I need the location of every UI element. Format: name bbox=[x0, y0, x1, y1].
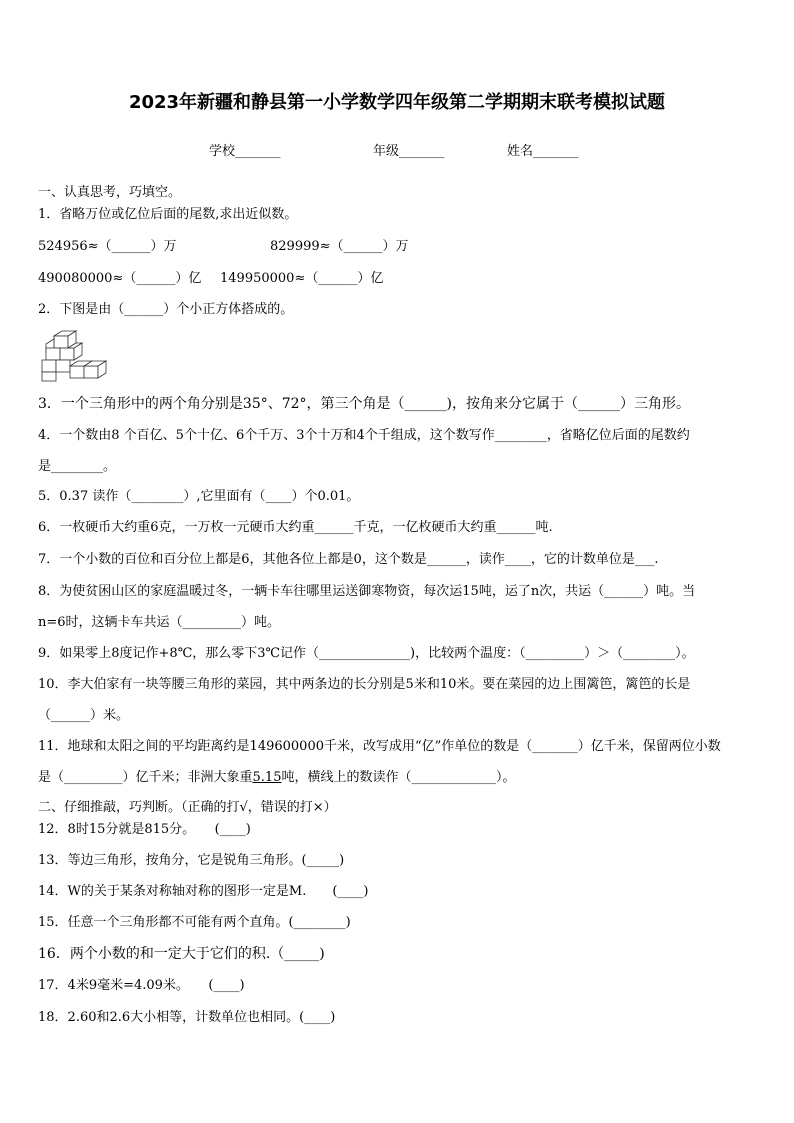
question-4-line-1: 4．一个数由8 个百亿、5个十亿、6个千万、3个十万和4个千组成，这个数写作________，省略亿位后面的尾数约 bbox=[38, 428, 690, 443]
question-1-c: 490080000≈（______）亿 bbox=[38, 271, 202, 286]
question-7: 7．一个小数的百位和百分位上都是6，其他各位上都是0，这个数是______，读作____，它的计数单位是___. bbox=[38, 552, 659, 567]
question-10-line-2: （______）米。 bbox=[38, 708, 130, 723]
page-title: 2023年新疆和静县第一小学数学四年级第二学期期末联考模拟试题 bbox=[128, 92, 666, 113]
question-17: 17．4米9毫米=4.09米。 (____) bbox=[38, 978, 245, 993]
question-11-line-1: 11．地球和太阳之间的平均距离约是149600000千米，改写成用“亿”作单位的数是（_______）亿千米，保留两位小数 bbox=[38, 739, 721, 754]
question-1-d: 149950000≈（______）亿 bbox=[220, 271, 384, 286]
school-field: 学校_______ bbox=[209, 144, 281, 159]
question-8-line-1: 8．为使贫困山区的家庭温暖过冬，一辆卡车往哪里运送御寒物资，每次运15吨，运了n次，共运（______）吨。当 bbox=[38, 584, 696, 599]
question-11-line-2 bbox=[38, 770, 515, 786]
question-13: 13．等边三角形，按角分，它是锐角三角形。(_____) bbox=[38, 853, 345, 868]
question-1: 1．省略万位或亿位后面的尾数,求出近似数。 bbox=[38, 207, 298, 222]
question-12: 12．8时15分就是815分。 (____) bbox=[38, 822, 251, 837]
question-9: 9．如果零上8度记作+8℃，那么零下3℃记作（______________)，比较两个温度：（_________）＞（________）。 bbox=[38, 646, 695, 661]
grade-field: 年级_______ bbox=[373, 144, 445, 159]
section-heading-2: 二、仔细推敲，巧判断。（正确的打√，错误的打×） bbox=[38, 800, 337, 815]
question-11-line-2-start: 是（_________）亿千米；非洲大象重 bbox=[38, 770, 253, 785]
question-5: 5．0.37 读作（________）,它里面有（____）个0.01。 bbox=[38, 489, 360, 504]
question-1-a: 524956≈（______）万 bbox=[38, 239, 177, 254]
question-14: 14．W的关于某条对称轴对称的图形一定是M. (____) bbox=[38, 884, 369, 899]
question-3: 3．一个三角形中的两个角分别是35°、72°，第三个角是（______)，按角来分它属于（______）三角形。 bbox=[38, 396, 690, 412]
question-15: 15．任意一个三角形都不可能有两个直角。(________) bbox=[38, 915, 351, 930]
cube-stack-figure bbox=[40, 330, 110, 382]
question-11-line-2-end: 吨，横线上的数读作（_____________）。 bbox=[281, 770, 516, 785]
question-6: 6．一枚硬币大约重6克，一万枚一元硬币大约重______千克，一亿枚硬币大约重______吨. bbox=[38, 520, 553, 535]
name-field: 姓名_______ bbox=[507, 144, 579, 159]
question-10-line-1: 10．李大伯家有一块等腰三角形的菜园，其中两条边的长分别是5米和10米。要在菜园的边上围篱笆，篱笆的长是 bbox=[38, 677, 691, 692]
question-4-line-2: 是________。 bbox=[38, 459, 117, 474]
question-2: 2．下图是由（______）个小正方体搭成的。 bbox=[38, 302, 294, 317]
underlined-number: 5.15 bbox=[252, 770, 282, 785]
question-8-line-2: n=6时，这辆卡车共运（_________）吨。 bbox=[38, 615, 281, 630]
question-18: 18．2.60和2.6大小相等，计数单位也相同。(____) bbox=[38, 1010, 336, 1025]
question-16: 16．两个小数的和一定大于它们的积.（_____) bbox=[38, 946, 325, 962]
question-1-b: 829999≈（______）万 bbox=[270, 239, 409, 254]
section-heading-1: 一、认真思考，巧填空。 bbox=[38, 185, 182, 200]
